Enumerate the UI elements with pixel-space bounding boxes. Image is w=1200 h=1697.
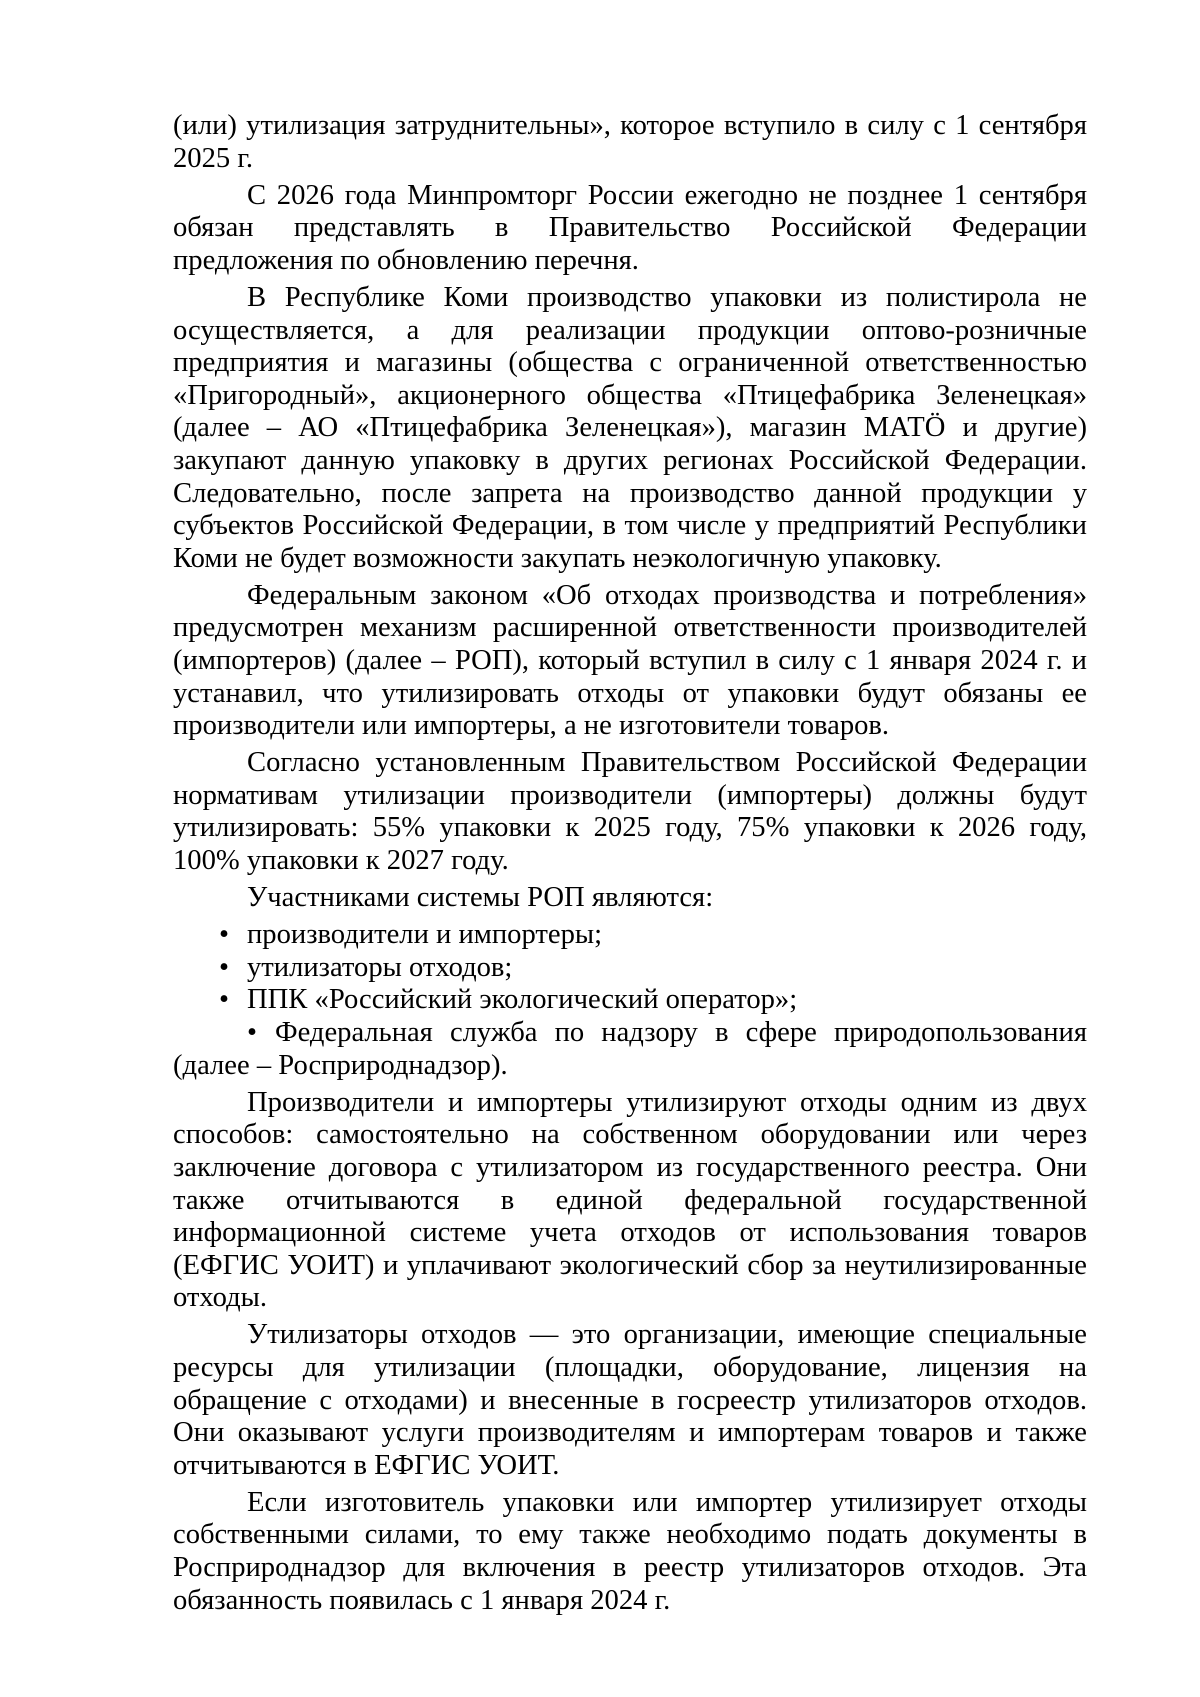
list-item-text: ППК «Российский экологический оператор»; [247,984,798,1016]
paragraph-minpromtorg: С 2026 года Минпромторг России ежегодно не позднее 1 сентября обязан представлять в Правительство Российской Федерации предложения по обновлению перечня. [173,179,1087,276]
paragraph-federal-law: Федеральным законом «Об отходах производства и потребления» предусмотрен механизм расширенной ответственности производителей (импортеров) (далее – РОП), который вступил в силу с 1 января 2024 г. и устанавил, что утилизировать отходы от упаковки будут обязаны ее производители или импортеры, а не изготовители товаров. [173,579,1087,742]
list-item [173,952,1087,985]
list-item [173,919,1087,952]
paragraph-continuation: (или) утилизация затруднительны», которое вступило в силу с 1 сентября 2025 г. [173,110,1087,174]
paragraph-utilizers: Утилизаторы отходов — это организации, имеющие специальные ресурсы для утилизации (площадки, оборудование, лицензия на обращение с отходами) и внесенные в госреестр утилизаторов отходов. Они оказывают услуги производителям и импортерам товаров и также отчитываются в ЕФГИС УОИТ. [173,1319,1087,1481]
list-item-text: утилизаторы отходов; [247,951,513,983]
paragraph-own-utilization: Если изготовитель упаковки или импортер утилизирует отходы собственными силами, то ему также необходимо подать документы в Росприроднадзор для включения в реестр утилизаторов отходов. Эта обязанность появилась с 1 января 2024 г. [173,1486,1087,1616]
participants-list [173,919,1087,1082]
list-item [173,984,1087,1017]
list-item-text: Федеральная служба по надзору в сфере природопользования (далее – Росприроднадзор). [173,1017,1087,1081]
bullet-mark: • [219,919,230,951]
document-page [173,110,1087,1622]
list-item-text: производители и импортеры; [247,919,603,951]
paragraph-komi-republic: В Республике Коми производство упаковки из полистирола не осуществляется, а для реализации продукции оптово-розничные предприятия и магазины (общества с ограниченной ответственностью «Пригородный», акционерного общества «Птицефабрика Зеленецкая» (далее – АО «Птицефабрика Зеленецкая»), магазин МАТӦ и другие) закупают данную упаковку в других регионах Российской Федерации. Следовательно, после запрета на производство данной продукции у субъектов Российской Федерации, в том числе у предприятий Республики Коми не будет возможности закупать неэкологичную упаковку. [173,281,1087,574]
bullet-mark: • [247,1017,258,1049]
paragraph-producers: Производители и импортеры утилизируют отходы одним из двух способов: самостоятельно на собственном оборудовании или через заключение договора с утилизатором из государственного реестра. Они также отчитываются в единой федеральной государственной информационной системе учета отходов от использования товаров (ЕФГИС УОИТ) и уплачивают экологический сбор за неутилизированные отходы. [173,1086,1087,1314]
bullet-mark: • [219,984,230,1016]
paragraph-participants-intro: Участниками системы РОП являются: [247,882,714,914]
list-item [173,1017,1087,1082]
bullet-mark: • [219,951,230,983]
paragraph-norms: Согласно установленным Правительством Российской Федерации нормативам утилизации производители (импортеры) должны будут утилизировать: 55% упаковки к 2025 году, 75% упаковки к 2026 году, 100% упаковки к 2027 году. [173,747,1087,877]
